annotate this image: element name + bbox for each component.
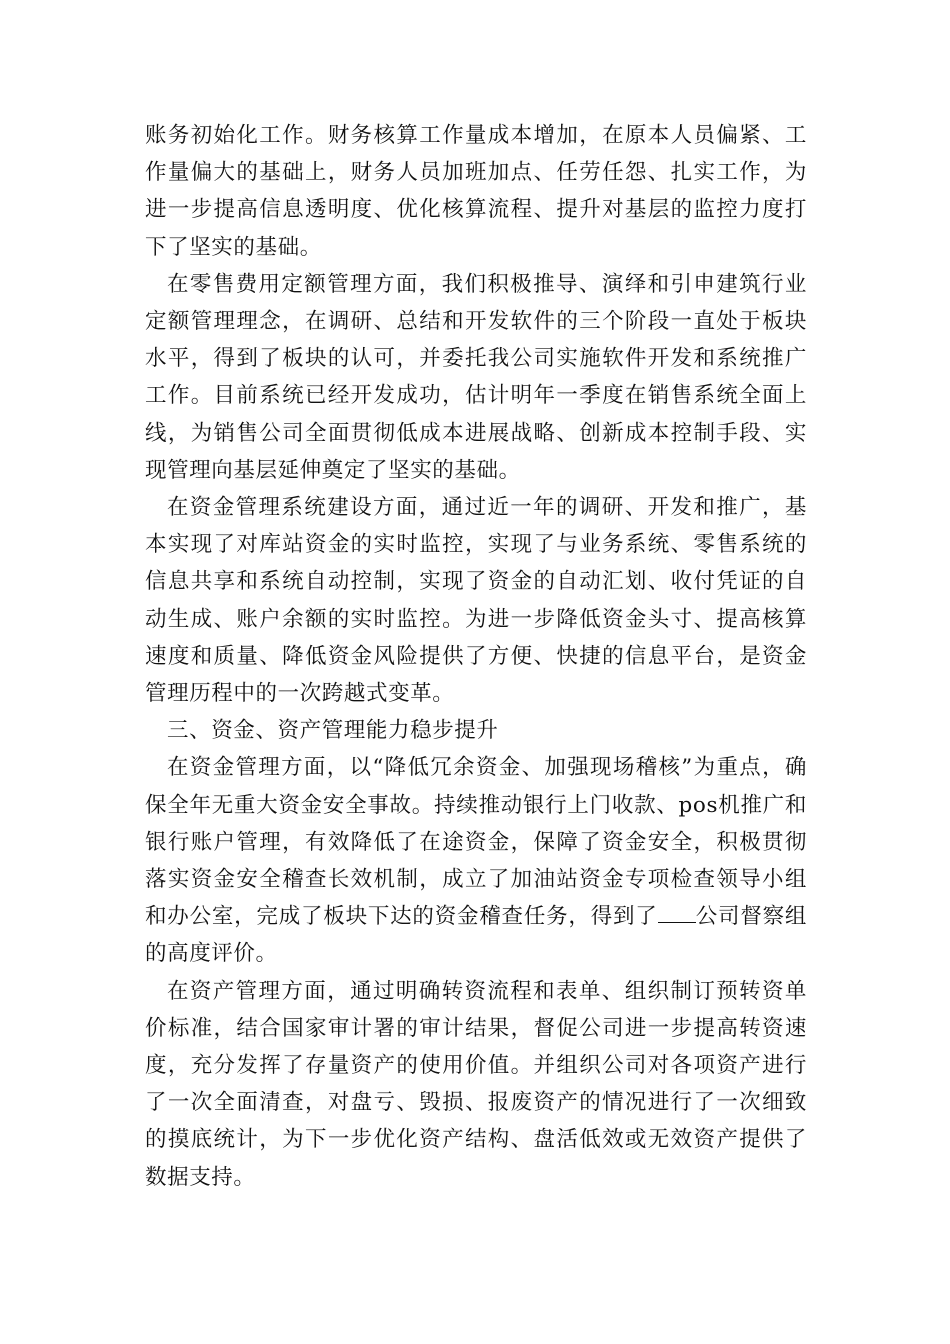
paragraph-fund-management-text-end: 公司督察组的高度评价。 [145, 904, 807, 967]
paragraph-retail-expense-quota: 在零售费用定额管理方面，我们积极推导、演绎和引申建筑行业定额管理理念，在调研、总结和开发软件的三个阶段一直处于板块水平，得到了板块的认可，并委托我公司实施软件开发和系统推广工作。目前系统已经开发成功，估计明年一季度在销售系统全面上线，为销售公司全面贯彻低成本进展战略、创新成本控制手段、实现管理向基层延伸奠定了坚实的基础。 [145, 271, 807, 483]
document-body [145, 117, 807, 1196]
paragraph-fund-management [145, 749, 807, 972]
paragraph-fund-management-text: 在资金管理方面，以“降低冗余资金、加强现场稽核”为重点，确保全年无重大资金安全事故。持续推动银行上门收款、pos机推广和银行账户管理，有效降低了在途资金，保障了资金安全，积极贯彻落实资金安全稽查长效机制，成立了加油站资金专项检查领导小组和办公室，完成了板块下达的资金稽查任务，得到了 [145, 755, 807, 930]
paragraph-accounting-initialization: 账务初始化工作。财务核算工作量成本增加，在原本人员偏紧、工作量偏大的基础上，财务人员加班加点、任劳任怨、扎实工作，为进一步提高信息透明度、优化核算流程、提升对基层的监控力度打下了坚实的基础。 [145, 123, 807, 260]
paragraph-asset-management: 在资产管理方面，通过明确转资流程和表单、组织制订预转资单价标准，结合国家审计署的审计结果，督促公司进一步提高转资速度，充分发挥了存量资产的使用价值。并组织公司对各项资产进行了一次全面清查，对盘亏、毁损、报废资产的情况进行了一次细致的摸底统计，为下一步优化资产结构、盘活低效或无效资产提供了数据支持。 [145, 978, 807, 1190]
section-heading: 三、资金、资产管理能力稳步提升 [167, 718, 499, 744]
paragraph-fund-system-construction: 在资金管理系统建设方面，通过近一年的调研、开发和推广，基本实现了对库站资金的实时监控，实现了与业务系统、零售系统的信息共享和系统自动控制，实现了资金的自动汇划、收付凭证的自动生成、账户余额的实时监控。为进一步降低资金头寸、提高核算速度和质量、降低资金风险提供了方便、快捷的信息平台，是资金管理历程中的一次跨越式变革。 [145, 495, 807, 707]
fill-in-blank [658, 902, 696, 923]
